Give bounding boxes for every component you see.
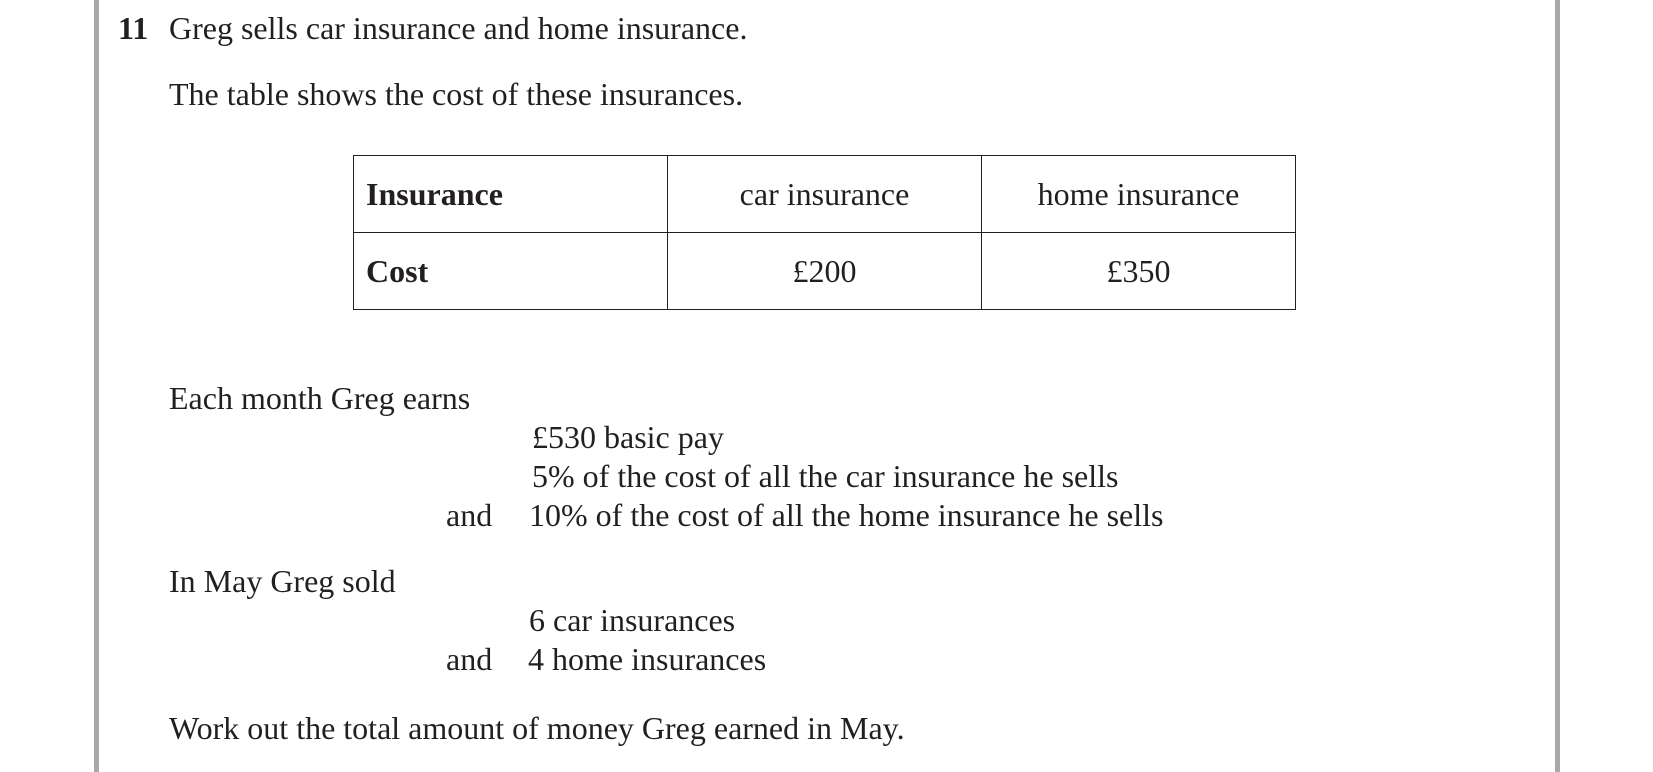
table-row xyxy=(354,233,1296,310)
insurance-cost-table xyxy=(353,155,1296,310)
earnings-lead: Each month Greg earns xyxy=(169,380,471,416)
table-intro: The table shows the cost of these insurances. xyxy=(169,76,744,112)
earnings-item: 10% of the cost of all the home insurance he sells xyxy=(529,497,1164,533)
sales-item: 6 car insurances xyxy=(529,602,736,638)
table-row xyxy=(354,156,1296,233)
table-cell: car insurance xyxy=(668,156,982,233)
table-cell: £200 xyxy=(668,233,982,310)
table-cell: £350 xyxy=(982,233,1296,310)
earnings-conjunction: and xyxy=(446,497,493,533)
page-border-left xyxy=(94,0,99,772)
table-cell: home insurance xyxy=(982,156,1296,233)
earnings-item: 5% of the cost of all the car insurance he sells xyxy=(532,458,1119,494)
sales-item: 4 home insurances xyxy=(528,641,767,677)
task-instruction: Work out the total amount of money Greg earned in May. xyxy=(169,710,905,746)
sales-lead: In May Greg sold xyxy=(169,563,396,599)
earnings-item: £530 basic pay xyxy=(532,419,724,455)
table-cell: Cost xyxy=(354,233,668,310)
page-border-right xyxy=(1555,0,1560,772)
question-intro: Greg sells car insurance and home insurance. xyxy=(169,10,748,46)
question-number: 11 xyxy=(118,10,149,46)
table-cell: Insurance xyxy=(354,156,668,233)
sales-conjunction: and xyxy=(446,641,493,677)
